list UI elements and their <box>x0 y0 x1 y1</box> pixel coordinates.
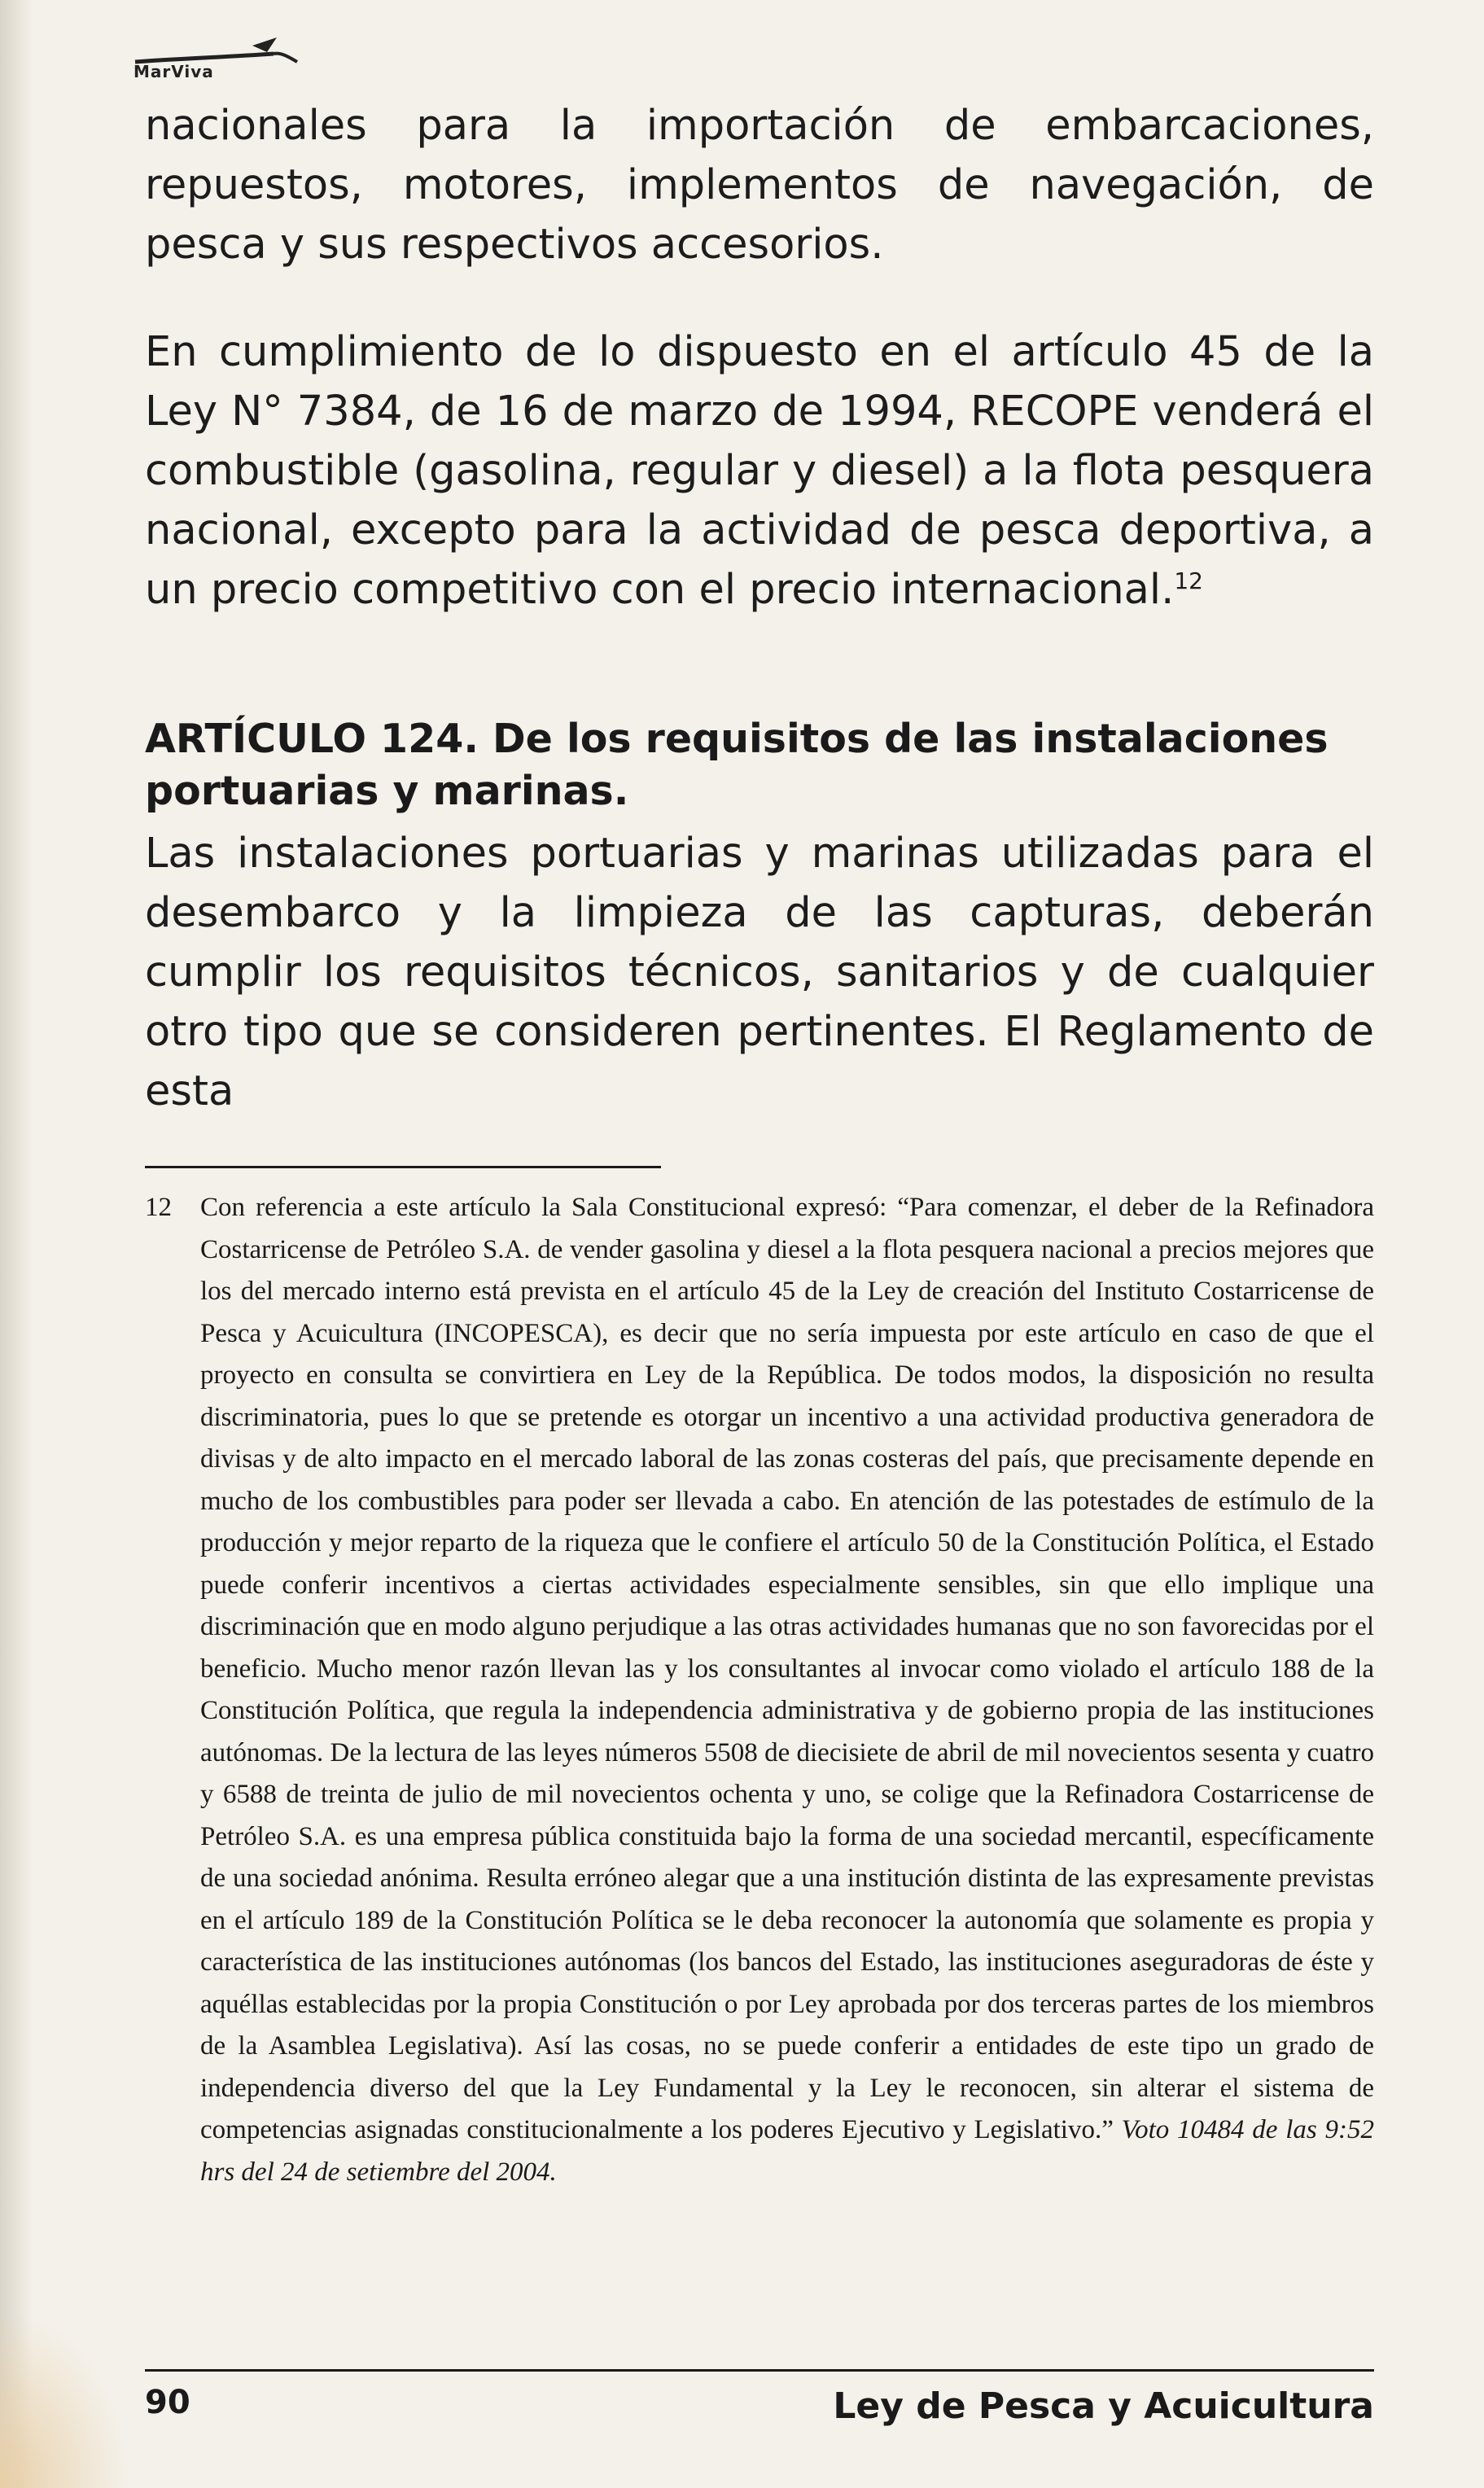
page-number: 90 <box>145 2384 190 2421</box>
footnote-reference: 12 <box>1174 567 1203 594</box>
paragraph-continuation: nacionales para la importación de embarcaciones, repuestos, motores, implementos de navegación, de pesca y sus respectivos accesorios. <box>145 102 1374 269</box>
publisher-logo <box>130 29 326 86</box>
footnote-12 <box>145 1187 1374 2193</box>
running-title: Ley de Pesca y Acuicultura <box>833 2385 1374 2427</box>
footnote-number: 12 <box>145 1193 172 1222</box>
footnote-separator <box>145 1166 661 1168</box>
footer-rule <box>145 2369 1374 2372</box>
footnote-text: Con referencia a este artículo la Sala Constitucional expresó: “Para comenzar, el deber de la Refinadora Costarricense de Petróleo S.A. de vender gasolina y diesel a la flota pesquera nacional a precios mejores que los del mercado interno está prevista en el artículo 45 de la Ley de creación del Instituto Costarricense de Pesca y Acuicultura (INCOPESCA), es decir que no sería impuesta por este artículo en caso de que el proyecto en consulta se convirtiera en Ley de la República. De todos modos, la disposición no resulta discriminatoria, pues lo que se pretende es otorgar un incentivo a una actividad productiva generadora de divisas y de alto impacto en el mercado laboral de las zonas costeras del país, que precisamente depende en mucho de los combustibles para poder ser llevada a cabo. En atención de las potestades de estímulo de la producción y mejor reparto de la riqueza que le confiere el artículo 50 de la Constitución Política, el Estado puede conferir incentivos a ciertas actividades especialmente sensibles, sin que ello implique una discriminación que en modo alguno perjudique a las otras actividades humanas que no son favorecidas por el beneficio. Mucho menor razón llevan las y los consultantes al invocar como violado el artículo 188 de la Constitución Política, que regula la independencia administrativa y de gobierno propia de las instituciones autónomas. De la lectura de las leyes números 5508 de diecisiete de abril de mil novecientos sesenta y cuatro y 6588 de treinta de julio de mil novecientos ochenta y uno, se colige que la Refinadora Costarricense de Petróleo S.A. es una empresa pública constituida bajo la forma de una sociedad mercantil, específicamente de una sociedad anónima. Resulta erróneo alegar que a una institución distinta de las expresamente previstas en el artículo 189 de la Constitución Política se le deba reconocer la autonomía que solamente es propia y característica de las instituciones autónomas (los bancos del Estado, las instituciones aseguradoras de éste y aquéllas establecidas por la propia Constitución o por Ley aprobada por dos terceras partes de los miembros de la Asamblea Legislativa). Así las cosas, no se puede conferir a entidades de este tipo un grado de independencia diverso del que la Ley Fundamental y la Ley le reconocen, sin alterar el sistema de competencias asignadas constitucionalmente a los poderes Ejecutivo y Legislativo.” <box>200 1193 1374 2144</box>
paragraph-recope-text: En cumplimiento de lo dispuesto en el artículo 45 de la Ley N° 7384, de 16 de marzo de 1994, RECOPE venderá el combustible (gasolina, regular y diesel) a la flota pesquera nacional, excepto para la actividad de pesca deportiva, a un precio competitivo con el precio internacional. <box>145 328 1374 614</box>
footnote-body <box>200 1187 1374 2193</box>
article-124-heading: ARTÍCULO 124. De los requisitos de las instalaciones portuarias y marinas. <box>145 716 1329 814</box>
paragraph-recope <box>145 322 1374 620</box>
page-gutter-shadow <box>0 0 33 2488</box>
footnote-citation: Voto 10484 de las 9:52 hrs del 24 de setiembre del 2004. <box>200 2115 1374 2187</box>
page-corner-tint <box>0 2309 130 2488</box>
logo-text: MarViva <box>134 62 214 81</box>
article-124-body: Las instalaciones portuarias y marinas utilizadas para el desembarco y la limpieza de las capturas, deberán cumplir los requisitos técnicos, sanitarios y de cualquier otro tipo que se consideren pertinentes. El Reglamento de esta <box>145 830 1374 1115</box>
